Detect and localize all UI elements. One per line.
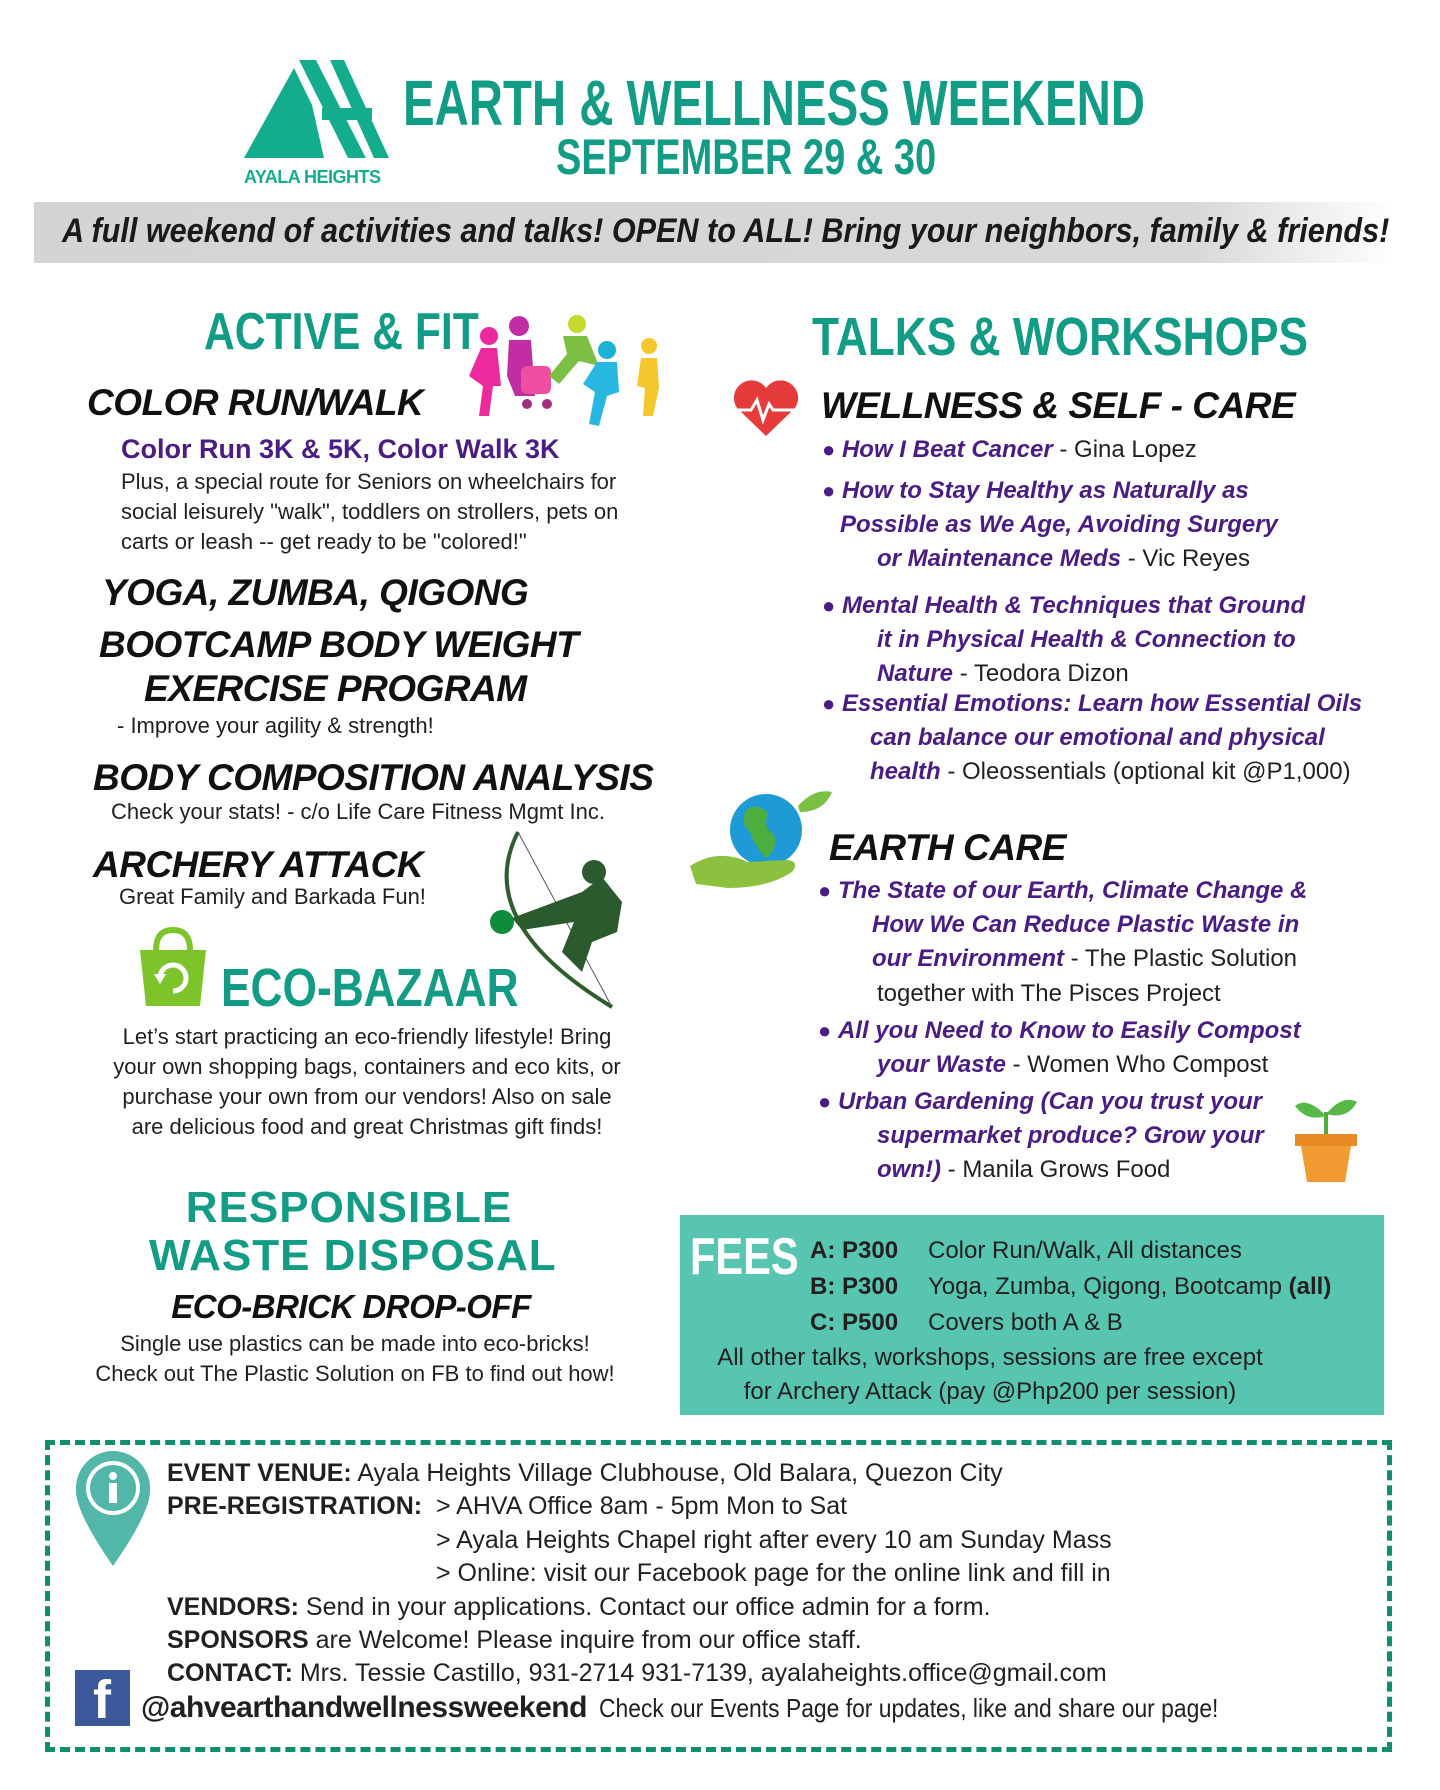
ecobrick-line: Single use plastics can be made into eco-bricks! — [120, 1331, 590, 1356]
vendors-value: Send in your applications. Contact our office admin for a form. — [298, 1593, 991, 1621]
tagline-text: A full weekend of activities and talks! OPEN to ALL! Bring your neighbors, family & friends! — [62, 212, 1390, 250]
facebook-note: Check our Events Page for updates, like and share our page! — [599, 1693, 1219, 1723]
talk-title: own!) — [877, 1156, 941, 1183]
color-run-subtitle: Color Run 3K & 5K, Color Walk 3K — [121, 434, 560, 464]
bootcamp-note: - Improve your agility & strength! — [117, 713, 434, 738]
waste-heading-line1: RESPONSIBLE — [185, 1183, 513, 1232]
bullet-icon: ● — [822, 593, 836, 618]
color-run-line: carts or leash -- get ready to be "colored!" — [121, 529, 527, 554]
talk-title: The State of our Earth, Climate Change & — [837, 877, 1308, 904]
info-pin-icon — [74, 1450, 152, 1568]
talk-title: How We Can Reduce Plastic Waste in — [872, 911, 1300, 938]
logo-text: AYALA HEIGHTS — [244, 167, 381, 187]
talk-title: Possible as We Age, Avoiding Surgery — [840, 511, 1278, 538]
color-run-line: Plus, a special route for Seniors on wheelchairs for — [121, 469, 617, 494]
yoga-heading: YOGA, ZUMBA, QIGONG — [102, 572, 529, 613]
fee-row — [810, 1233, 1331, 1269]
talk-title: Nature — [877, 660, 954, 687]
contact-label: CONTACT: — [167, 1659, 293, 1687]
talk-title: All you Need to Know to Easily Compost — [837, 1017, 1301, 1044]
globe-hand-icon — [688, 788, 834, 892]
ayala-heights-logo-icon — [244, 60, 389, 160]
facebook-icon[interactable]: f — [75, 1670, 130, 1726]
earth-care-heading: EARTH CARE — [829, 827, 1066, 868]
fee-code: B: P300 — [810, 1273, 899, 1300]
venue-label: EVENT VENUE: — [167, 1459, 352, 1487]
talk-title: Mental Health & Techniques that Ground — [841, 592, 1306, 619]
fee-desc: Covers both A & B — [928, 1309, 1123, 1336]
wellness-heading: WELLNESS & SELF - CARE — [821, 385, 1296, 426]
talk-speaker: - Gina Lopez — [1052, 436, 1197, 463]
talk-title: Urban Gardening (Can you trust your — [837, 1088, 1262, 1115]
active-fit-heading: ACTIVE & FIT — [204, 303, 479, 361]
shopping-bag-icon — [136, 926, 210, 1008]
fee-desc: Yoga, Zumba, Qigong, Bootcamp — [928, 1273, 1289, 1300]
talks-heading: TALKS & WORKSHOPS — [812, 307, 1309, 367]
talk-speaker: - The Plastic Solution — [1064, 945, 1298, 972]
talk-title: How I Beat Cancer — [841, 436, 1053, 463]
bullet-icon: ● — [818, 878, 832, 903]
eco-bazaar-heading: ECO-BAZAAR — [221, 958, 519, 1018]
sponsors-value: are Welcome! Please inquire from our office staff. — [308, 1626, 862, 1654]
talk-title: our Environment — [872, 945, 1065, 972]
heart-icon — [731, 380, 801, 438]
archery-heading: ARCHERY ATTACK — [93, 844, 424, 885]
eco-bazaar-line: your own shopping bags, containers and eco kits, or — [113, 1054, 621, 1079]
fees-note: for Archery Attack (pay @Php200 per session) — [743, 1378, 1237, 1405]
talk-speaker: together with The Pisces Project — [877, 980, 1221, 1007]
event-dates: SEPTEMBER 29 & 30 — [556, 129, 937, 185]
fee-code: C: P500 — [810, 1309, 899, 1336]
talk-title: How to Stay Healthy as Naturally as — [841, 477, 1249, 504]
talk-speaker: - Manila Grows Food — [940, 1156, 1171, 1183]
ecobrick-line: Check out The Plastic Solution on FB to find out how! — [95, 1361, 615, 1386]
fee-extra: (all) — [1288, 1273, 1332, 1300]
talk-title: your Waste — [877, 1051, 1006, 1078]
talk-title: it in Physical Health & Connection to — [877, 626, 1296, 653]
prereg-item: > Ayala Heights Chapel right after every 10 am Sunday Mass — [436, 1526, 1112, 1554]
body-comp-note: Check your stats! - c/o Life Care Fitness Mgmt Inc. — [111, 799, 605, 824]
fees-note: All other talks, workshops, sessions are free except — [717, 1344, 1263, 1371]
venue-value: Ayala Heights Village Clubhouse, Old Balara, Quezon City — [351, 1459, 1003, 1487]
runners-icon — [459, 306, 664, 432]
color-run-heading: COLOR RUN/WALK — [87, 382, 424, 423]
contact-value: Mrs. Tessie Castillo, 931-2714 931-7139, ayalaheights.office@gmail.com — [292, 1659, 1107, 1687]
color-run-line: social leisurely "walk", toddlers on strollers, pets on — [121, 499, 619, 524]
prereg-item: > Online: visit our Facebook page for the online link and fill in — [436, 1559, 1111, 1587]
vendors-label: VENDORS: — [167, 1593, 299, 1621]
talk-speaker: - Vic Reyes — [1121, 545, 1250, 572]
bullet-icon: ● — [822, 691, 836, 716]
waste-heading-line2: WASTE DISPOSAL — [149, 1231, 557, 1280]
bootcamp-heading-line1: BOOTCAMP BODY WEIGHT — [99, 624, 579, 665]
eco-bazaar-line: purchase your own from our vendors! Also on sale — [122, 1084, 612, 1109]
talk-speaker: - Oleossentials (optional kit @P1,000) — [940, 758, 1351, 785]
fees-heading: FEES — [690, 1228, 799, 1286]
logo — [244, 60, 389, 185]
talk-title: or Maintenance Meds — [877, 545, 1122, 572]
bullet-icon: ● — [822, 478, 836, 503]
bullet-icon: ● — [818, 1089, 832, 1114]
talk-speaker: - Women Who Compost — [1005, 1051, 1269, 1078]
talk-title: health — [870, 758, 941, 785]
fee-code: A: P300 — [810, 1237, 899, 1264]
fee-row — [810, 1269, 1331, 1305]
plant-pot-icon — [1293, 1094, 1359, 1184]
archery-note: Great Family and Barkada Fun! — [119, 884, 426, 909]
prereg-label: PRE-REGISTRATION: — [167, 1492, 423, 1520]
fee-desc: Color Run/Walk, All distances — [928, 1237, 1242, 1264]
bullet-icon: ● — [822, 437, 836, 462]
bootcamp-heading-line2: EXERCISE PROGRAM — [144, 668, 527, 709]
talk-title: supermarket produce? Grow your — [877, 1122, 1264, 1149]
ecobrick-heading: ECO-BRICK DROP-OFF — [171, 1288, 531, 1325]
talk-title: can balance our emotional and physical — [870, 724, 1325, 751]
eco-bazaar-line: are delicious food and great Christmas gift finds! — [131, 1114, 603, 1139]
talk-title: Essential Emotions: Learn how Essential Oils — [841, 690, 1363, 717]
event-title: EARTH & WELLNESS WEEKEND — [403, 67, 1145, 139]
body-comp-heading: BODY COMPOSITION ANALYSIS — [93, 757, 654, 798]
tagline-banner — [34, 202, 1396, 263]
fees-box — [680, 1215, 1384, 1415]
talk-speaker: - Teodora Dizon — [953, 660, 1129, 687]
eco-bazaar-line: Let’s start practicing an eco-friendly lifestyle! Bring — [122, 1024, 612, 1049]
facebook-handle[interactable]: @ahvearthandwellnessweekend — [141, 1691, 587, 1724]
prereg-item: > AHVA Office 8am - 5pm Mon to Sat — [436, 1492, 848, 1520]
bullet-icon: ● — [818, 1018, 832, 1043]
fee-row — [810, 1305, 1331, 1341]
sponsors-label: SPONSORS — [167, 1626, 309, 1654]
